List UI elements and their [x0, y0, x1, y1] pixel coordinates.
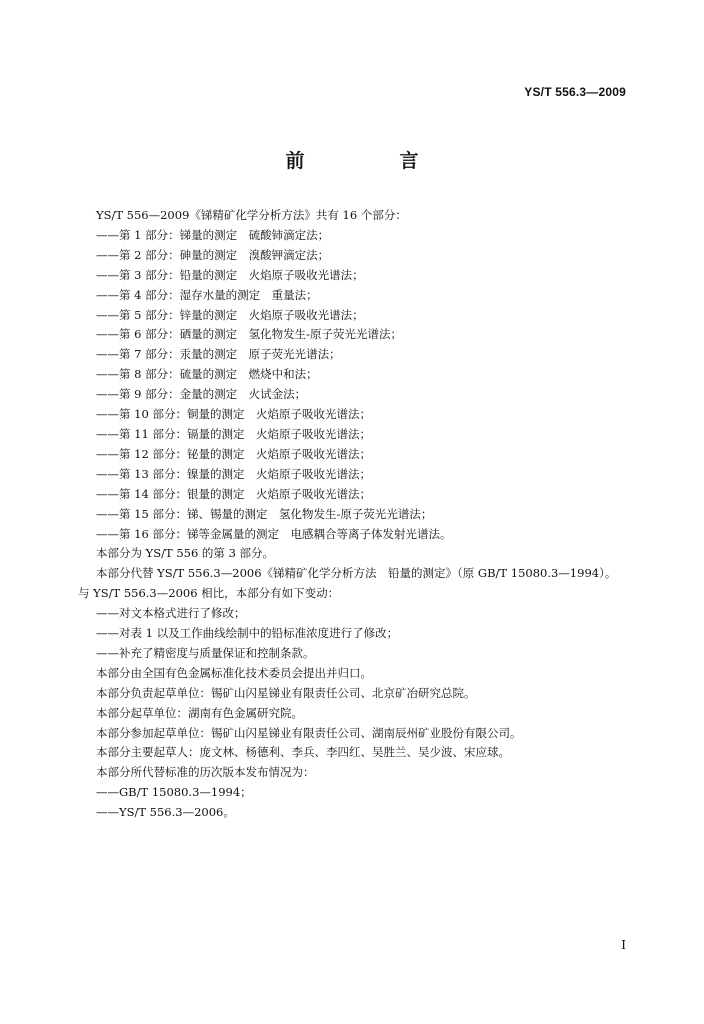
page-number: I — [621, 938, 626, 952]
part-list-item: ——第 11 部分：镉量的测定 火焰原子吸收光谱法； — [96, 426, 371, 441]
change-list-item: ——补充了精密度与质量保证和控制条款。 — [96, 645, 315, 660]
proposed-by-paragraph: 本部分由全国有色金属标准化技术委员会提出并归口。 — [96, 665, 372, 680]
intro-paragraph: YS/T 556—2009《锑精矿化学分析方法》共有 16 个部分： — [96, 208, 407, 222]
replaces-paragraph: 本部分代替 YS/T 556.3—2006《锑精矿化学分析方法 铅量的测定》（原 GB/T 15080.3—1994）。 — [96, 566, 617, 581]
part-list-item: ——第 3 部分：铅量的测定 火焰原子吸收光谱法； — [96, 267, 364, 282]
history-intro-paragraph: 本部分所代替标准的历次版本发布情况为： — [96, 765, 315, 780]
part-list-item: ——第 1 部分：锑量的测定 硫酸铈滴定法； — [96, 227, 330, 242]
drafting-unit-paragraph: 本部分起草单位：湖南有色金属研究院。 — [96, 705, 303, 720]
part-list-item: ——第 16 部分：锑等金属量的测定 电感耦合等离子体发射光谱法。 — [96, 526, 452, 541]
part-list-item: ——第 12 部分：铋量的测定 火焰原子吸收光谱法； — [96, 446, 371, 461]
page-title: 前 言 — [285, 150, 457, 172]
part-list-item: ——第 10 部分：铜量的测定 火焰原子吸收光谱法； — [96, 407, 371, 422]
this-part-paragraph: 本部分为 YS/T 556 的第 3 部分。 — [96, 546, 275, 561]
participating-unit-paragraph: 本部分参加起草单位：锡矿山闪星锑业有限责任公司、湖南辰州矿业股份有限公司。 — [96, 725, 522, 740]
part-list-item: ——第 4 部分：湿存水量的测定 重量法； — [96, 287, 318, 302]
standard-code: YS/T 556.3—2009 — [524, 85, 626, 99]
part-list-item: ——第 5 部分：锌量的测定 火焰原子吸收光谱法； — [96, 307, 364, 322]
history-list-item: ——GB/T 15080.3—1994； — [96, 785, 252, 800]
change-list-item: ——对表 1 以及工作曲线绘制中的铅标准浓度进行了修改； — [96, 626, 399, 641]
drafters-paragraph: 本部分主要起草人：庞文林、杨德利、李兵、李四红、吴胜兰、吴少波、宋应球。 — [96, 745, 510, 760]
history-list-item: ——YS/T 556.3—2006。 — [96, 805, 235, 820]
part-list-item: ——第 9 部分：金量的测定 火试金法； — [96, 387, 307, 402]
part-list-item: ——第 2 部分：砷量的测定 溴酸钾滴定法； — [96, 247, 330, 262]
part-list-item: ——第 6 部分：硒量的测定 氢化物发生-原子荧光光谱法； — [96, 327, 403, 342]
part-list-item: ——第 15 部分：锑、锡量的测定 氢化物发生-原子荧光光谱法； — [96, 506, 433, 521]
part-list-item: ——第 7 部分：汞量的测定 原子荧光光谱法； — [96, 347, 341, 362]
part-list-item: ——第 8 部分：硫量的测定 燃烧中和法； — [96, 367, 318, 382]
part-list-item: ——第 13 部分：镍量的测定 火焰原子吸收光谱法； — [96, 466, 371, 481]
change-list-item: ——对文本格式进行了修改； — [96, 606, 246, 621]
replaces-paragraph-continuation: 与 YS/T 556.3—2006 相比，本部分有如下变动： — [78, 586, 340, 601]
responsible-unit-paragraph: 本部分负责起草单位：锡矿山闪星锑业有限责任公司、北京矿冶研究总院。 — [96, 685, 476, 700]
part-list-item: ——第 14 部分：银量的测定 火焰原子吸收光谱法； — [96, 486, 371, 501]
foreword-body — [78, 206, 638, 823]
